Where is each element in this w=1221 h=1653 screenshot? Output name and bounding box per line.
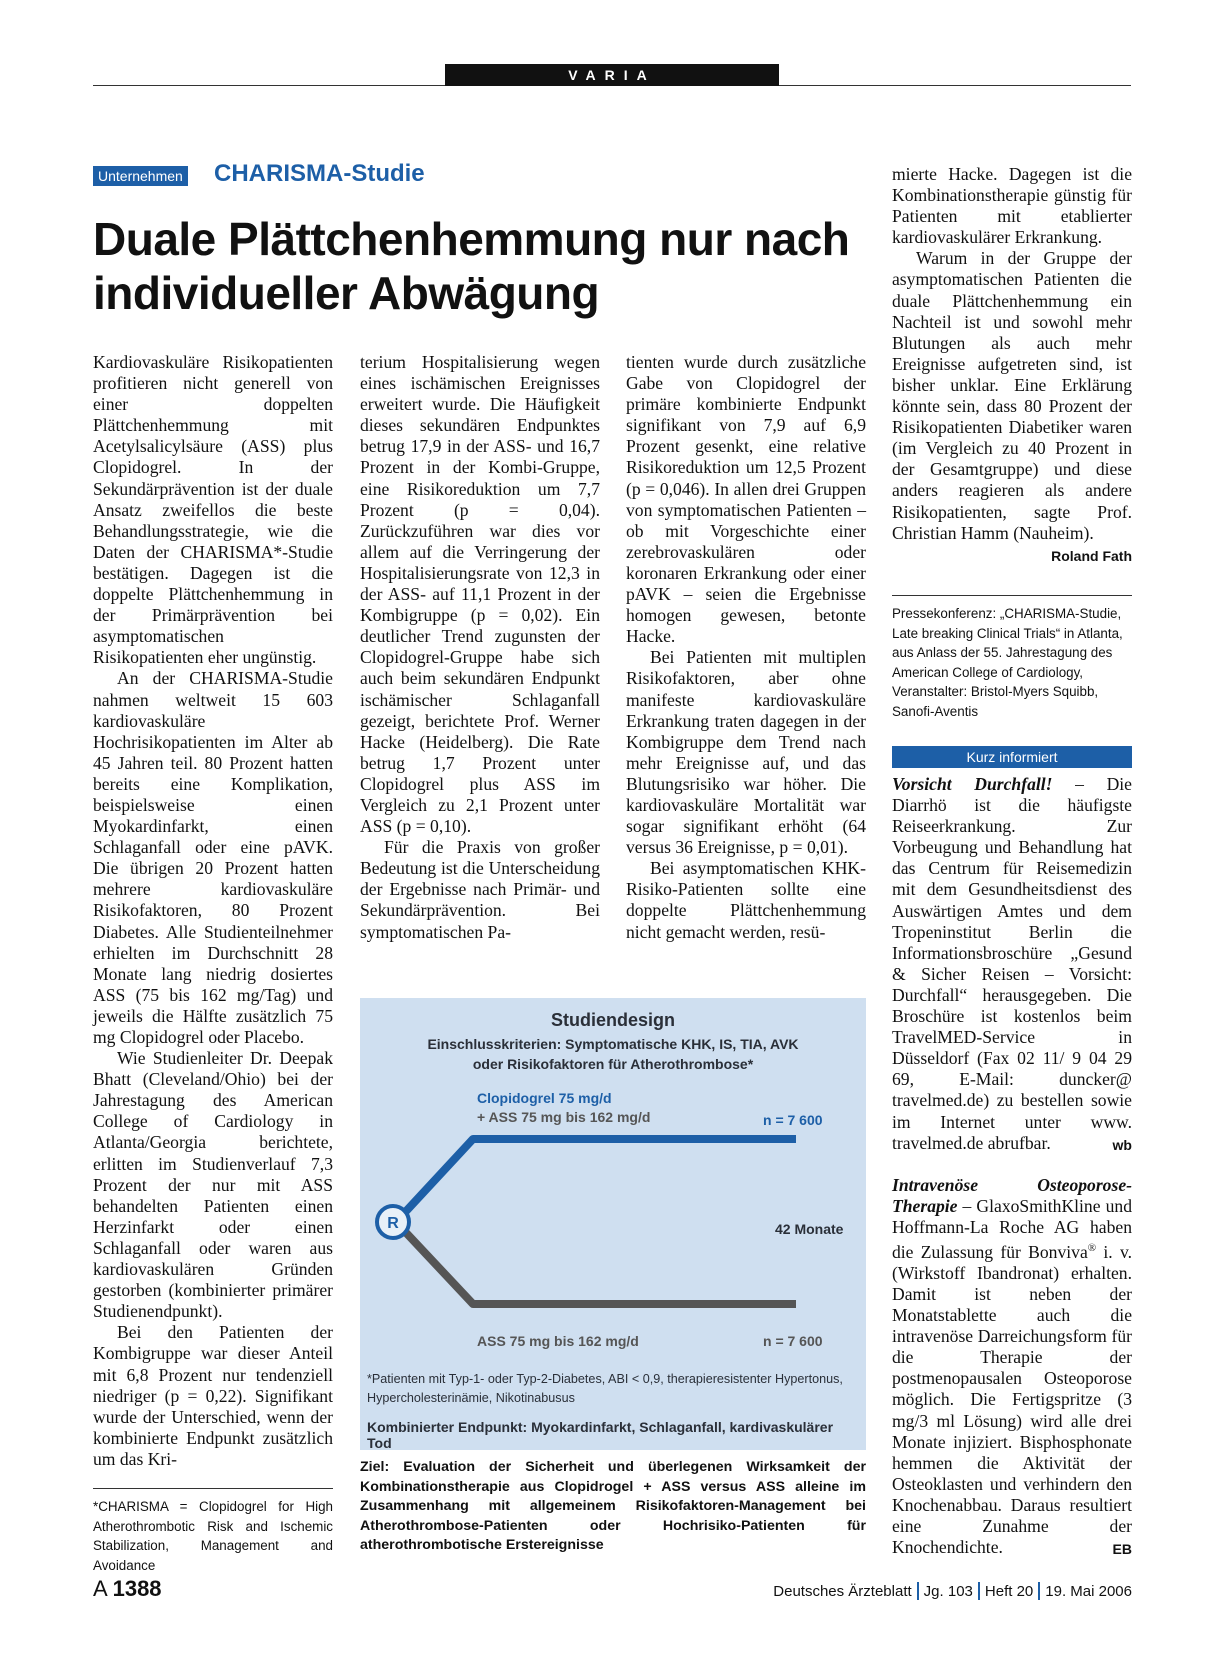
inclusion-criteria: Einschlusskriterien: Symptomatische KHK, IS, TIA, AVK xyxy=(427,1036,799,1052)
figure-caption: Ziel: Evaluation der Sicherheit und überlegenen Wirksamkeit der Kombinationstherapie aus Clopidrogel + ASS versus ASS alleine im Zusammenhang mit allgemeinem Risikofaktoren-Management bei Atherothrombose-Patienten oder Hochrisiko-Patienten für atherothrombotische Erstereignisse xyxy=(360,1459,866,1553)
paragraph: tienten wurde durch zusätzliche Gabe von Clopidogrel der primäre kombinierte Endpunkt signifikant von 7,9 auf 6,9 Prozent gesenkt, eine relative Risikoreduktion um 12,5 Prozent (p = 0,046). In allen drei Gruppen von symptomatischen Patienten – ob mit Vorgeschichte einer zerebrovaskulären oder koronaren Erkrankung oder einer pAVK – seien die Ergebnisse homogen gewesen, betonte Hacke. xyxy=(626,352,866,647)
paragraph: An der CHARISMA-Studie nahmen weltweit 15 603 kardiovaskuläre Hochrisikopatienten im Alter ab 45 Jahren teil. 80 Prozent hatten bereits eine Komplikation, beispielsweise einen Myokardinfarkt, einen Schlaganfall oder eine pAVK. Die übrigen 20 Prozent hatten mehrere kardiovaskuläre Risikofaktoren, 80 Prozent Diabetes. Alle Studienteilnehmer erhielten im Durchschnitt 28 Monate lang niedrig dosiertes ASS (75 bis 162 mg/Tag) und jeweils die Hälfte zusätzlich 75 mg Clopidogrel oder Placebo. xyxy=(93,668,333,1047)
section-label: VARIA xyxy=(445,64,779,86)
press-note: Pressekonferenz: „CHARISMA-Studie, Late breaking Clinical Trials“ in Atlanta, aus Anlass der 55. Jahrestagung des American College of Cardiology, Veranstalter: Bristol-Myers Squibb, Sanofi-Aventis xyxy=(892,606,1123,719)
body-column-4 xyxy=(892,164,1132,567)
journal-name: Deutsches Ärzteblatt xyxy=(773,1583,912,1600)
paragraph: Für die Praxis von großer Bedeutung ist die Unterscheidung der Ergebnisse nach Primär- und Sekundärprävention. Bei symptomatischen Pa- xyxy=(360,837,600,942)
paragraph: Kardiovaskuläre Risikopatienten profitieren nicht generell von einer doppelten Plättchenhemmung mit Acetylsalicylsäure (ASS) plus Clopidogrel. In der Sekundärprävention ist der duale Ansatz zweifellos die beste Behandlungsstrategie, wie die Daten der CHARISMA*-Studie bestätigen. Dagegen ist die doppelte Plättchenhemmung in der Primärprävention bei asymptomatischen Risikopatienten eher ungünstig. xyxy=(93,352,333,668)
body-column-3 xyxy=(626,352,866,943)
arm-clopidogrel-label: Clopidogrel 75 mg/d xyxy=(477,1090,612,1106)
paragraph: Wie Studienleiter Dr. Deepak Bhatt (Cleveland/Ohio) bei der Jahrestagung des American College of Cardiology in Atlanta/Georgia berichtete, erlitten im Studienverlauf 7,3 Prozent der nur mit ASS behandelten Patienten einen Herzinfarkt oder einen Schlaganfall oder waren aus kardiovaskulären Gründen gestorben (kombinierter primärer Studienendpunkt). xyxy=(93,1048,333,1322)
article-headline: Duale Plättchenhemmung nur nach individueller Abwägung xyxy=(93,213,850,319)
study-design-figure xyxy=(360,998,866,1450)
inclusion-criteria: oder Risikofaktoren für Atherothrombose* xyxy=(472,1056,754,1072)
news-item-text: i. v. (Wirkstoff Ibandronat) erhalten. Damit ist neben der Monatstablette auch die intravenöse Darreichungsform für die Therapie der postmenopausalen Osteoporose möglich. Die Fertigspritze (3 mg/3 ml Lösung) wird alle drei Monate injiziert. Bisphosphonate hemmen die Aktivität der Osteoklasten und verhindern den Knochenabbau. Daraus resultiert eine Zunahme der Knochendichte. xyxy=(892,1241,1132,1558)
registered-mark: ® xyxy=(1087,1241,1097,1254)
paragraph: Bei Patienten mit multiplen Risikofaktoren, aber ohne manifeste kardiovaskuläre Erkrankung traten dagegen in der Kombigruppe dem Trend nach mehr Ereignisse auf, und das Blutungsrisiko war höher. Die kardiovaskuläre Mortalität war sogar signifikant erhöht (64 versus 36 Ereignisse, p = 0,01). xyxy=(626,647,866,858)
sidebar-news xyxy=(892,774,1132,1560)
figure-footnote: *Patienten mit Typ-1- oder Typ-2-Diabetes, ABI < 0,9, therapieresistenter Hypertonus, Hypercholesterinämie, Nikotinabusus xyxy=(367,1372,843,1405)
combined-endpoint: Kombinierter Endpunkt: Myokardinfarkt, Schlaganfall, kardivaskulärer Tod xyxy=(367,1419,834,1451)
news-item-lead: Vorsicht Durchfall! xyxy=(892,774,1053,794)
paragraph: mierte Hacke. Dagegen ist die Kombinationstherapie günstig für Patienten mit etablierter kardiovaskulärer Erkrankung. xyxy=(892,164,1132,248)
author-signature: Roland Fath xyxy=(1051,547,1132,564)
randomization-label: R xyxy=(387,1215,399,1232)
study-duration: 42 Monate xyxy=(775,1221,844,1237)
paragraph-text: Warum in der Gruppe der asymptomatischen Patienten die duale Plättchenhemmung ein Nachteil ist und sowohl mehr Blutungen als auch mehr Ereignisse aufgetreten sind, ist bisher unklar. Eine Erklärung könnte sein, dass 80 Prozent der Risikopatienten Diabetiker waren (im Vergleich zu 40 Prozent in der Gesamtgruppe) und diese anders reagieren als andere Risikopatienten, sagte Prof. Christian Hamm (Nauheim). xyxy=(892,248,1132,543)
figure-title: Studiendesign xyxy=(550,1010,675,1030)
press-rule xyxy=(892,595,1132,596)
paragraph: Bei den Patienten der Kombigruppe war dieser Anteil mit 6,8 Prozent nur tendenziell niedriger (p = 0,22). Signifikant wurde der Unterschied, wenn der kombinierte Endpunkt zusätzlich um das Kri- xyxy=(93,1322,333,1469)
paragraph xyxy=(892,248,1132,564)
footnote: *CHARISMA = Clopidogrel for High Atherothrombotic Risk and Ischemic Stabilization, Management and Avoidance xyxy=(93,1499,333,1573)
figure-subtitle xyxy=(360,1034,866,1074)
sidebar-heading: Kurz informiert xyxy=(892,746,1132,768)
body-column-2 xyxy=(360,352,600,943)
news-item-lead: Intravenöse Osteoporose-Therapie xyxy=(892,1174,1132,1216)
paragraph: terium Hospitalisierung wegen eines ischämischen Ereignisses erweitert wurde. Die Häufigkeit dieses sekundären Endpunktes betrug 17,9 in der ASS- und 16,7 Prozent in der Kombi-Gruppe, eine Risikoreduktion um 7,7 Prozent (p = 0,04). Zurückzuführen war dies vor allem auf die Verringerung der Hospitalisierungsrate von 12,3 in der ASS- auf 11,1 Prozent in der Kombigruppe (p = 0,02). Ein deutlicher Trend zugunsten der Clopidogrel-Gruppe habe sich auch beim sekundären Endpunkt ischämischer Schlaganfall gezeigt, berichtete Prof. Werner Hacke (Heidelberg). Die Rate betrug 1,7 Prozent unter Clopidogrel plus ASS im Vergleich zu 2,1 Prozent unter ASS (p = 0,10). xyxy=(360,352,600,837)
body-column-1 xyxy=(93,352,333,1470)
news-item-text: – GlaxoSmithKline und Hoffmann-La Roche AG haben die Zulassung für Bonviva xyxy=(892,1195,1132,1262)
arm-clopidogrel-n: n = 7 600 xyxy=(763,1112,823,1128)
news-item-signature: wb xyxy=(1112,1136,1132,1153)
footnote-rule xyxy=(93,1488,333,1489)
news-item xyxy=(892,1175,1132,1559)
arm-clopidogrel-ass-label: + ASS 75 mg bis 162 mg/d xyxy=(477,1109,651,1125)
news-item xyxy=(892,774,1132,1154)
paragraph: Bei asymptomatischen KHK-Risiko-Patienten sollte eine doppelte Plättchenhemmung nicht gemacht werden, resü- xyxy=(626,858,866,942)
page-number xyxy=(93,1576,162,1602)
journal-volume: Jg. 103 xyxy=(923,1583,973,1600)
news-item-signature: EB xyxy=(1112,1541,1132,1558)
category-tag: Unternehmen xyxy=(93,166,188,186)
page-number-value: 1388 xyxy=(112,1576,162,1601)
arm-ass-n: n = 7 600 xyxy=(763,1333,823,1349)
arm-ass-line xyxy=(396,1222,796,1304)
arm-ass-label: ASS 75 mg bis 162 mg/d xyxy=(477,1333,639,1349)
page-prefix: A xyxy=(93,1576,107,1601)
journal-info xyxy=(773,1582,1132,1600)
arm-clopidogrel-line xyxy=(396,1139,796,1222)
journal-date: 19. Mai 2006 xyxy=(1045,1583,1132,1600)
news-item-text: – Die Diarrhö ist die häufigste Reiseerkrankung. Zur Vorbeugung und Behandlung hat das Centrum für Reisemedizin mit dem Gesundheitsdienst des Auswärtigen Amtes und dem Tropeninstitut Berlin die Informationsbroschüre „Gesund & Sicher Reisen – Vorsicht: Durchfall“ herausgegeben. Die Broschüre ist kostenlos beim TravelMED-Service in Düsseldorf (Fax 02 11/ 9 04 29 69, E-Mail: duncker@ travelmed.de) zu bestellen sowie im Internet unter www. travelmed.de abrufbar. xyxy=(892,774,1132,1153)
journal-issue: Heft 20 xyxy=(984,1583,1034,1600)
article-kicker: CHARISMA-Studie xyxy=(214,160,425,187)
